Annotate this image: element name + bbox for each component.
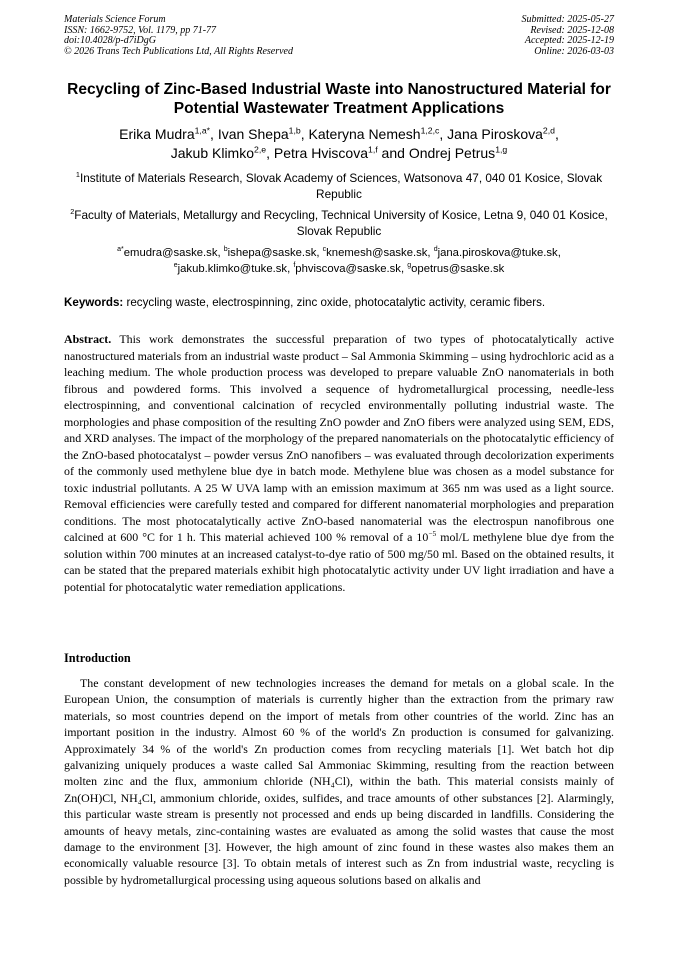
author: Ivan Shepa$^{1,b}$, xyxy=(217,125,309,142)
abstract-label: Abstract. xyxy=(64,332,112,346)
issn-volume: ISSN: 1662-9752, Vol. 1179, pp 71-77 xyxy=(64,24,217,36)
email: $^b$ishepa@saske.sk, xyxy=(223,246,323,259)
introduction-paragraph: The constant development of new technologies increases the demand for metals on a global scale. In the European Union, the consumption of materials is currently higher than the extraction from the primary raw materials, so most countries depend on the import of metals from other countries of the world. Zinc has an important position in the industry. Almost 60 % of the world's Zn production is consumed for galvanizing. Approximately 34 % of the world's Zn production comes from recycling materials [1]. Wet batch hot dip galvanizing uniquely produces a waste called Sal Ammoniac Skimming, resulting from the reaction between molten zinc and the flux, ammonium chloride (NH₄Cl), within the bath. This material consists mainly of Zn(OH)Cl, NH₄Cl, ammonium chloride, oxides, sulfides, and trace amounts of other substances [2]. Alarmingly, this particular waste stream is presently not processed and ends up being discarded in landfills. Considering the amounts of heavy metals, zinc-containing wastes are evaluated as among the solid wastes that cause the most damage to the environment [3]. However, the high amount of zinc found in these wastes also makes them an economically valuable resource [3]. To obtain metals of interest such as Zn from industrial waste, recycling is possible by hydrometallurgical processing using aqueous solutions based on alkalis and xyxy=(64,676,614,887)
journal-info xyxy=(64,15,293,57)
keywords-label: Keywords: xyxy=(64,296,124,309)
doi: doi:10.4028/p-d7iDgG xyxy=(64,35,156,47)
section-heading-introduction: Introduction xyxy=(64,651,131,665)
affiliation: $^2$Faculty of Materials, Metallurgy and Recycling, Technical University of Kosice, Letna 9, 040 01 Kosice, Slovak Republic xyxy=(70,207,608,238)
affiliation: $^1$Institute of Materials Research, Slovak Academy of Sciences, Watsonova 47, 040 01 Kosice, Slovak Republic xyxy=(75,170,603,201)
author-list xyxy=(40,125,638,163)
author: Petra Hviscova$^{1,f}$ and xyxy=(273,144,409,161)
submitted-date: Submitted: 2025-05-27 xyxy=(521,14,614,25)
author: Jakub Klimko$^{2,e}$, xyxy=(170,144,274,161)
keywords xyxy=(64,295,616,310)
email: $^c$knemesh@saske.sk, xyxy=(322,246,434,259)
copyright: © 2026 Trans Tech Publications Ltd, All Rights Reserved xyxy=(64,45,293,57)
online-date: Online: 2026-03-03 xyxy=(534,45,614,57)
keywords-text: recycling waste, electrospinning, zinc oxide, photocatalytic activity, ceramic fibers. xyxy=(123,296,546,309)
paper-title: Recycling of Zinc-Based Industrial Waste into Nanostructured Material for Potential Wastewater Treatment Applications xyxy=(67,81,611,117)
email: $^f$phviscova@saske.sk, xyxy=(293,262,408,275)
email: $^g$opetrus@saske.sk xyxy=(407,262,505,275)
revised-date: Revised: 2025-12-08 xyxy=(530,24,614,36)
abstract: Abstract. This work demonstrates the successful preparation of two types of photocatalytically active nanostructured materials from an industrial waste product – Sal Ammonia Skimming – using hydrochloric acid as a leaching medium. The whole production process was developed to prepare valuable ZnO nanomaterials in both fibrous and powdered forms. This involved a sequence of hydrometallurgical processing, needle-less electrospinning, and conventional calcination of recycled environmentally polluting industrial waste. The morphologies and phase composition of the resulting ZnO powder and ZnO fibers were analyzed using SEM, EDS, and XRD analyses. The impact of the morphology of the prepared nanomaterials on the photocatalytic efficiency of the ZnO-based photocatalyst – powder versus ZnO nanofibers – was evaluated through decolorization experiments of the commonly used methylene blue dye in batch mode. Methylene blue was chosen as a model substance for toxic industrial pollutants. A 25 W UVA lamp with an emission maximum at 365 nm was used as a light source. Removal efficiencies were carefully tested and compared for different nanomaterial morphologies and preparation conditions. The most photocatalytically active ZnO-based nanomaterial was the electrospun nanofibrous one calcined at 600 °C for 1 h. This material achieved 100 % removal of a $10^{-5}$ mol/L methylene blue dye from the solution within 700 minutes at an increased catalyst-to-dye ratio of 500 mg/50 ml. Based on the obtained results, it can be stated that the prepared materials exhibit high photocatalytic activity under UV light irradiation and have a potential for photocatalytic water remediation applications. xyxy=(64,332,614,594)
author: Erika Mudra$^{1,a*}$, xyxy=(119,125,218,142)
email: $^d$jana.piroskova@tuke.sk, xyxy=(433,246,561,259)
author: Kateryna Nemesh$^{1,2,c}$, xyxy=(308,125,448,142)
author: Jana Piroskova$^{2,d}$, xyxy=(447,125,559,142)
email: $^e$jakub.klimko@tuke.sk, xyxy=(173,262,294,275)
email: $^{a*}$emudra@saske.sk, xyxy=(117,246,224,259)
accepted-date: Accepted: 2025-12-19 xyxy=(524,35,614,47)
publication-dates xyxy=(522,15,615,57)
author: Ondrej Petrus$^{1,g}$ xyxy=(408,144,508,161)
email-list xyxy=(50,245,628,277)
journal-name: Materials Science Forum xyxy=(64,14,166,25)
